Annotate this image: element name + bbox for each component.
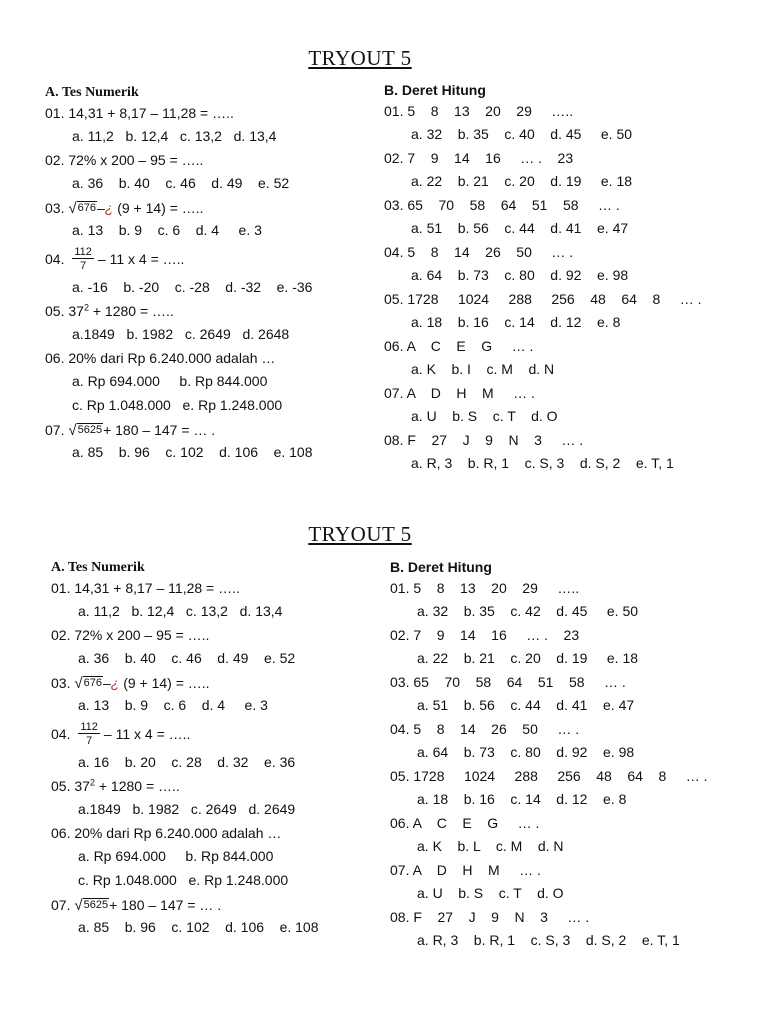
exponent: 2 [89, 777, 95, 788]
fraction [78, 721, 100, 747]
answer-options: a. 32 b. 35 c. 42 d. 45 e. 50 [417, 603, 639, 619]
section-tes-numerik [45, 83, 313, 465]
question-text: 02. 72% x 200 – 95 = ….. [51, 627, 210, 643]
answer-options: a. 85 b. 96 c. 102 d. 106 e. 108 [78, 919, 319, 935]
answer-options: a. 11,2 b. 12,4 c. 13,2 d. 13,4 [72, 128, 277, 144]
answer-options: a. 13 b. 9 c. 6 d. 4 e. 3 [72, 222, 262, 238]
fraction-denominator: 7 [86, 735, 93, 748]
exponent: 2 [83, 302, 89, 313]
answer-options: a. 18 b. 16 c. 14 d. 12 e. 8 [411, 314, 621, 330]
answer-options: a. Rp 694.000 b. Rp 844.000 [72, 373, 268, 389]
question-text: 07. A D H M … . [384, 385, 535, 401]
answer-options: a. 64 b. 73 c. 80 d. 92 e. 98 [417, 744, 635, 760]
question-base: 05. 37 [45, 303, 84, 319]
question-text: 08. F 27 J 9 N 3 … . [384, 432, 584, 448]
question-sqrt [51, 893, 319, 916]
radicand: 5625 [83, 898, 109, 911]
question-text: 06. 20% dari Rp 6.240.000 adalah … [45, 350, 276, 366]
answer-options: a. 22 b. 21 c. 20 d. 19 e. 18 [417, 650, 639, 666]
question-number: 03. [51, 674, 75, 691]
question-power [51, 775, 319, 798]
question-text: 01. 5 8 13 20 29 ….. [390, 580, 580, 596]
section-heading: A. Tes Numerik [51, 560, 145, 575]
answer-options: a. U b. S c. T d. O [411, 408, 558, 424]
question-rest: (9 + 14) = ….. [119, 674, 210, 691]
answer-options: a. R, 3 b. R, 1 c. S, 3 d. S, 2 e. T, 1 [411, 455, 674, 471]
answer-options: a. 64 b. 73 c. 80 d. 92 e. 98 [411, 267, 629, 283]
question-rest: + 1280 = ….. [94, 778, 180, 794]
question-rest: – 11 x 4 = ….. [97, 250, 185, 267]
question-fraction [51, 718, 319, 749]
question-text: 01. 14,31 + 8,17 – 11,28 = ….. [51, 580, 240, 596]
radicand: 676 [77, 201, 96, 214]
section-tes-numerik [51, 558, 319, 940]
radical-sign-icon: √ [68, 421, 77, 439]
answer-options: a. 36 b. 40 c. 46 d. 49 e. 52 [72, 175, 290, 191]
fraction-numerator: 112 [80, 721, 98, 734]
answer-options: a. 32 b. 35 c. 40 d. 45 e. 50 [411, 126, 633, 142]
radical-sign-icon: √ [68, 199, 77, 217]
section-heading: B. Deret Hitung [390, 559, 492, 575]
answer-options: a.1849 b. 1982 c. 2649 d. 2649 [78, 801, 296, 817]
question-base: 05. 37 [51, 778, 90, 794]
section-heading: A. Tes Numerik [45, 85, 139, 100]
radical-sign-icon: √ [74, 674, 83, 692]
tryout-title: TRYOUT 5 [308, 522, 412, 546]
question-text: 06. A C E G … . [384, 338, 534, 354]
question-rest: + 180 – 147 = … . [109, 896, 222, 913]
square-root [68, 423, 103, 438]
question-text: 02. 7 9 14 16 … . 23 [390, 627, 580, 643]
question-text: 05. 1728 1024 288 256 48 64 8 … . [384, 291, 702, 307]
answer-options: a. 18 b. 16 c. 14 d. 12 e. 8 [417, 791, 627, 807]
answer-options: a. 16 b. 20 c. 28 d. 32 e. 36 [78, 754, 296, 770]
square-root [74, 676, 103, 691]
fraction [72, 246, 94, 272]
square-root [74, 898, 109, 913]
section-heading: B. Deret Hitung [384, 82, 486, 98]
radicand: 5625 [77, 423, 103, 436]
answer-options: a. 22 b. 21 c. 20 d. 19 e. 18 [411, 173, 633, 189]
question-text: 04. 5 8 14 26 50 … . [390, 721, 580, 737]
question-rest: + 1280 = ….. [88, 303, 174, 319]
question-text: 02. 7 9 14 16 … . 23 [384, 150, 574, 166]
minus-sign: – [96, 199, 105, 216]
answer-options: a. 85 b. 96 c. 102 d. 106 e. 108 [72, 444, 313, 460]
answer-options: a.1849 b. 1982 c. 2649 d. 2648 [72, 326, 290, 342]
question-text: 06. 20% dari Rp 6.240.000 adalah … [51, 825, 282, 841]
question-text: 07. A D H M … . [390, 862, 541, 878]
answer-options: a. R, 3 b. R, 1 c. S, 3 d. S, 2 e. T, 1 [417, 932, 680, 948]
question-text: 01. 14,31 + 8,17 – 11,28 = ….. [45, 105, 234, 121]
question-number: 07. [51, 896, 75, 913]
section-deret-hitung [384, 81, 702, 476]
question-rest: – 11 x 4 = ….. [103, 725, 191, 742]
answer-options: a. K b. L c. M d. N [417, 838, 564, 854]
answer-options: a. Rp 694.000 b. Rp 844.000 [78, 848, 274, 864]
square-root [68, 201, 97, 216]
answer-options: a. 13 b. 9 c. 6 d. 4 e. 3 [78, 697, 268, 713]
section-deret-hitung [390, 558, 708, 953]
question-text: 05. 1728 1024 288 256 48 64 8 … . [390, 768, 708, 784]
question-fraction [45, 243, 313, 274]
question-sqrt [45, 196, 313, 219]
minus-sign: – [102, 674, 111, 691]
question-text: 06. A C E G … . [390, 815, 540, 831]
question-sqrt [51, 671, 319, 694]
answer-options: a. 11,2 b. 12,4 c. 13,2 d. 13,4 [78, 603, 283, 619]
answer-options: c. Rp 1.048.000 e. Rp 1.248.000 [78, 872, 289, 888]
answer-options: a. U b. S c. T d. O [417, 885, 564, 901]
fraction-numerator: 112 [74, 246, 92, 259]
question-number: 03. [45, 199, 69, 216]
question-number: 04. [51, 725, 75, 742]
answer-options: a. -16 b. -20 c. -28 d. -32 e. -36 [72, 279, 313, 295]
inverted-question-mark: ¿ [110, 674, 120, 691]
question-text: 01. 5 8 13 20 29 ….. [384, 103, 574, 119]
radical-sign-icon: √ [74, 896, 83, 914]
answer-options: a. K b. I c. M d. N [411, 361, 555, 377]
question-text: 02. 72% x 200 – 95 = ….. [45, 152, 204, 168]
question-text: 03. 65 70 58 64 51 58 … . [384, 197, 620, 213]
question-number: 07. [45, 421, 69, 438]
fraction-denominator: 7 [80, 260, 87, 273]
question-power [45, 300, 313, 323]
radicand: 676 [83, 676, 102, 689]
tryout-title: TRYOUT 5 [308, 46, 412, 70]
question-sqrt [45, 418, 313, 441]
answer-options: a. 51 b. 56 c. 44 d. 41 e. 47 [411, 220, 629, 236]
answer-options: a. 51 b. 56 c. 44 d. 41 e. 47 [417, 697, 635, 713]
answer-options: a. 36 b. 40 c. 46 d. 49 e. 52 [78, 650, 296, 666]
question-text: 03. 65 70 58 64 51 58 … . [390, 674, 626, 690]
answer-options: c. Rp 1.048.000 e. Rp 1.248.000 [72, 397, 283, 413]
question-text: 04. 5 8 14 26 50 … . [384, 244, 574, 260]
inverted-question-mark: ¿ [104, 199, 114, 216]
question-text: 08. F 27 J 9 N 3 … . [390, 909, 590, 925]
question-number: 04. [45, 250, 69, 267]
question-rest: (9 + 14) = ….. [113, 199, 204, 216]
question-rest: + 180 – 147 = … . [103, 421, 216, 438]
